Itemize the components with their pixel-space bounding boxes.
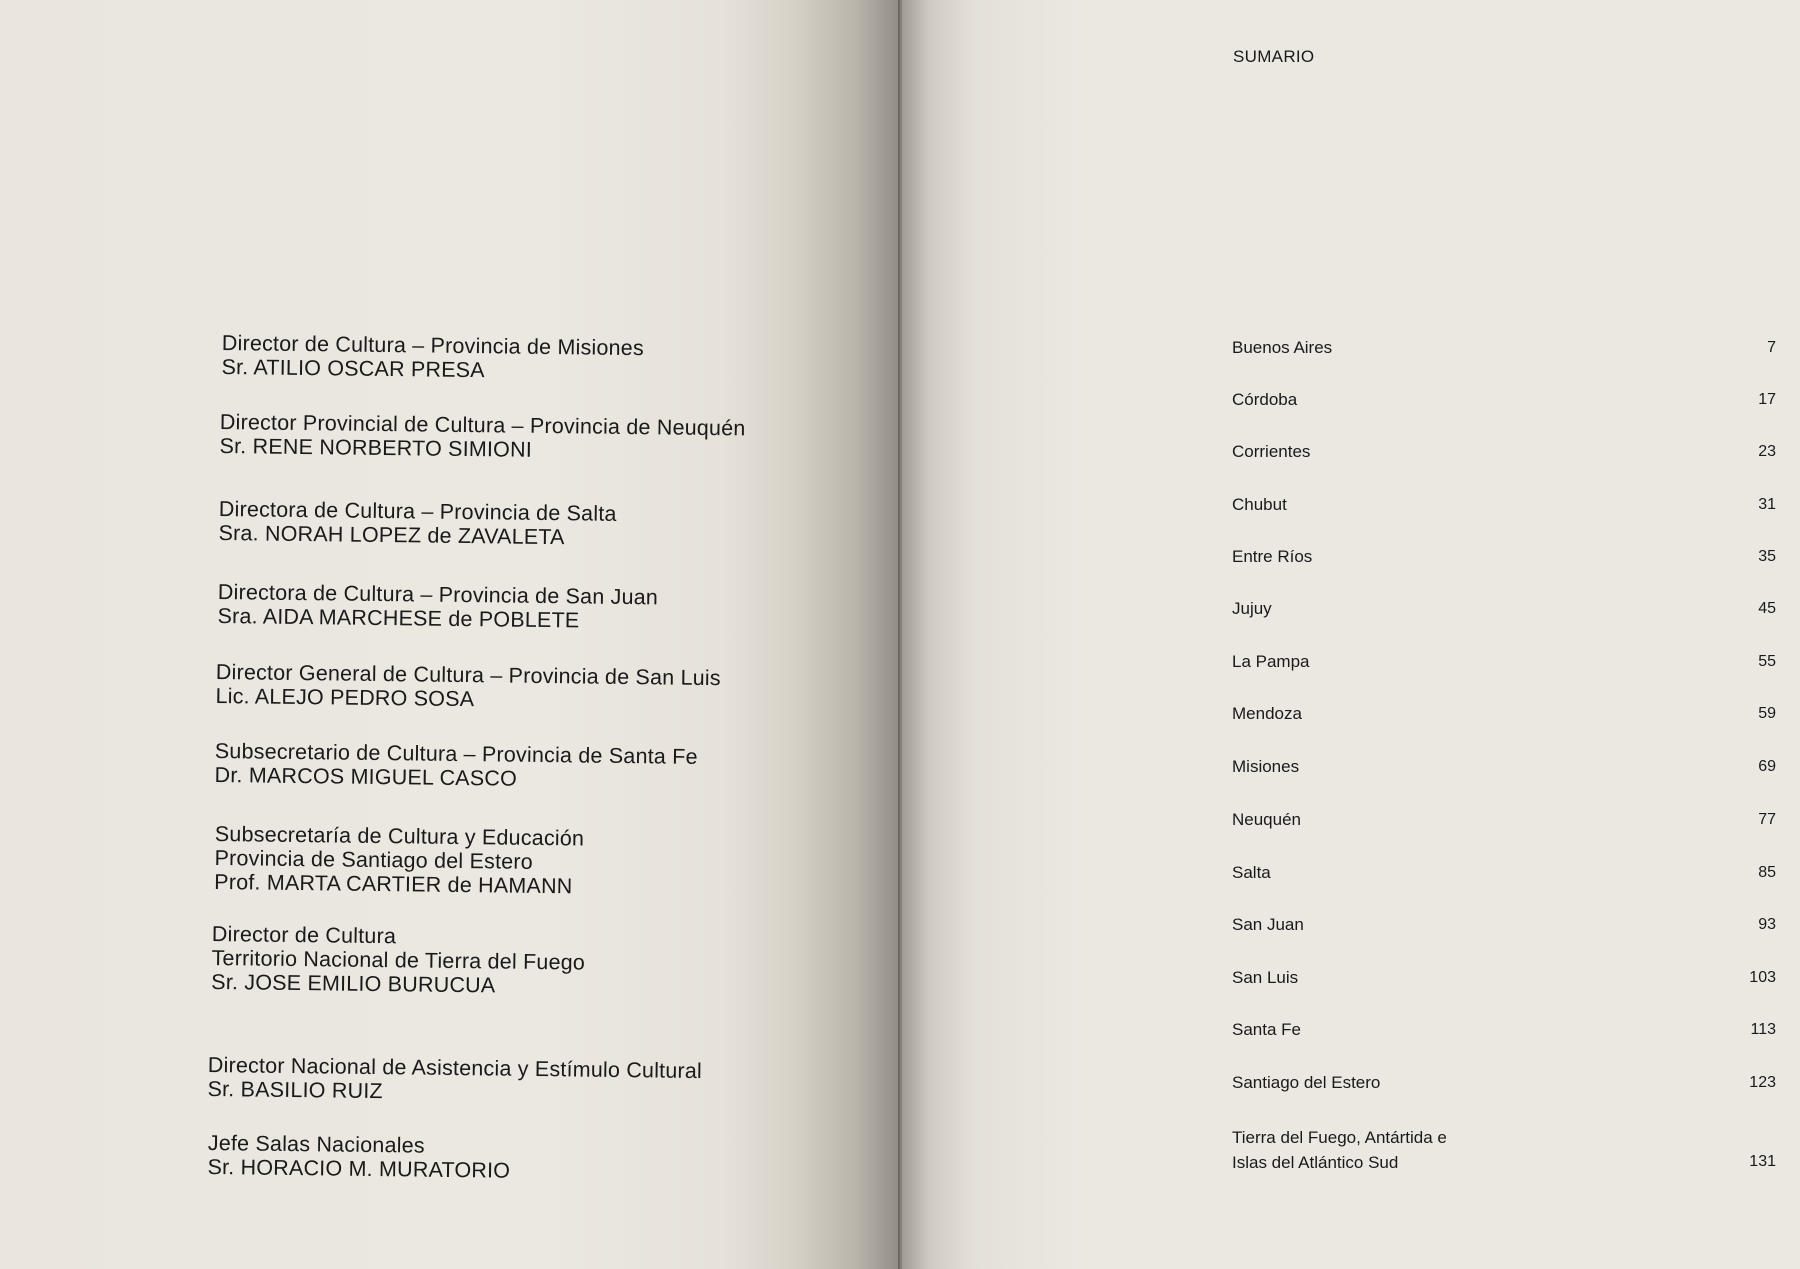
entry-tierra-del-fuego	[211, 922, 585, 999]
toc-page-number: 93	[1758, 916, 1776, 933]
toc-label: Mendoza	[1232, 704, 1302, 723]
toc-page-number: 113	[1750, 1021, 1776, 1038]
entry-title: Subsecretario de Cultura – Provincia de Santa Fe	[214, 739, 698, 769]
page-title: SUMARIO	[1233, 47, 1315, 66]
entry-person: Dr. MARCOS MIGUEL CASCO	[214, 762, 518, 791]
entry-santiago-del-estero	[214, 822, 584, 899]
entry-person: Sr. RENE NORBERTO SIMIONI	[219, 433, 533, 462]
toc-label: Santiago del Estero	[1232, 1073, 1381, 1092]
entry-asistencia-cultural	[207, 1053, 702, 1107]
entry-title: Directora de Cultura – Provincia de Salta	[218, 497, 617, 526]
toc-page-number: 31	[1758, 496, 1776, 513]
entry-salta	[218, 497, 616, 550]
entry-person: Sra. AIDA MARCHESE de POBLETE	[217, 603, 580, 633]
toc-page-number: 103	[1749, 969, 1776, 986]
toc-page-number: 23	[1758, 443, 1776, 460]
toc-page-number: 123	[1749, 1074, 1776, 1091]
entry-person: Prof. MARTA CARTIER de HAMANN	[214, 869, 573, 899]
entry-person: Sra. NORAH LOPEZ de ZAVALETA	[218, 520, 565, 550]
entry-subtitle: Provincia de Santiago del Estero	[214, 845, 534, 874]
toc-page-number: 35	[1758, 548, 1776, 565]
entry-person: Lic. ALEJO PEDRO SOSA	[215, 683, 475, 712]
toc-page-number: 131	[1749, 1153, 1776, 1170]
toc-page-number: 69	[1758, 758, 1776, 775]
right-page	[902, 0, 1800, 1269]
entry-misiones	[221, 331, 644, 384]
toc-label: Salta	[1232, 863, 1271, 882]
toc-label: San Juan	[1232, 915, 1304, 934]
toc-label: Buenos Aires	[1232, 338, 1333, 357]
toc-label: Tierra del Fuego, Antártida e	[1232, 1128, 1447, 1147]
entry-salas-nacionales	[207, 1131, 510, 1183]
toc-label: La Pampa	[1232, 652, 1310, 671]
toc-label: Córdoba	[1232, 390, 1298, 409]
entry-title: Director Provincial de Cultura – Provincia de Neuquén	[219, 410, 746, 441]
entry-title: Subsecretaría de Cultura y Educación	[214, 822, 585, 851]
entry-person: Sr. JOSE EMILIO BURUCUA	[211, 969, 496, 998]
entry-san-juan	[217, 580, 658, 633]
toc-page-number: 45	[1758, 600, 1776, 617]
toc-label: Misiones	[1232, 757, 1300, 776]
toc-label: Neuquén	[1232, 810, 1302, 829]
toc-label: San Luis	[1232, 968, 1299, 987]
entry-title: Jefe Salas Nacionales	[207, 1131, 425, 1158]
toc-page-number: 85	[1758, 864, 1776, 881]
entry-title: Director de Cultura	[211, 922, 397, 949]
toc-label-continued: Islas del Atlántico Sud	[1232, 1153, 1399, 1172]
entry-title: Directora de Cultura – Provincia de San Juan	[217, 580, 659, 610]
toc-label: Corrientes	[1232, 442, 1311, 461]
toc-page-number: 7	[1767, 339, 1776, 356]
toc-label: Chubut	[1232, 495, 1287, 514]
toc-page-number: 17	[1758, 391, 1776, 408]
entry-person: Sr. BASILIO RUIZ	[207, 1076, 383, 1104]
toc-label: Jujuy	[1232, 599, 1272, 618]
toc-label: Entre Ríos	[1232, 547, 1313, 566]
entry-santa-fe	[214, 739, 697, 793]
toc-label: Santa Fe	[1232, 1020, 1301, 1039]
entry-title: Director General de Cultura – Provincia de San Luis	[215, 660, 721, 691]
toc-page-number: 77	[1758, 811, 1776, 828]
entry-person: Sr. HORACIO M. MURATORIO	[207, 1154, 511, 1183]
toc-row	[1232, 1126, 1776, 1178]
toc-page-number: 59	[1758, 705, 1776, 722]
entry-title: Director de Cultura – Provincia de Misiones	[221, 331, 645, 361]
toc-page-number: 55	[1758, 653, 1776, 670]
entry-san-luis	[215, 660, 721, 714]
entry-subtitle: Territorio Nacional de Tierra del Fuego	[211, 945, 586, 975]
entry-neuquen	[219, 410, 745, 464]
entry-title: Director Nacional de Asistencia y Estímulo Cultural	[207, 1053, 703, 1084]
entry-person: Sr. ATILIO OSCAR PRESA	[221, 354, 485, 383]
